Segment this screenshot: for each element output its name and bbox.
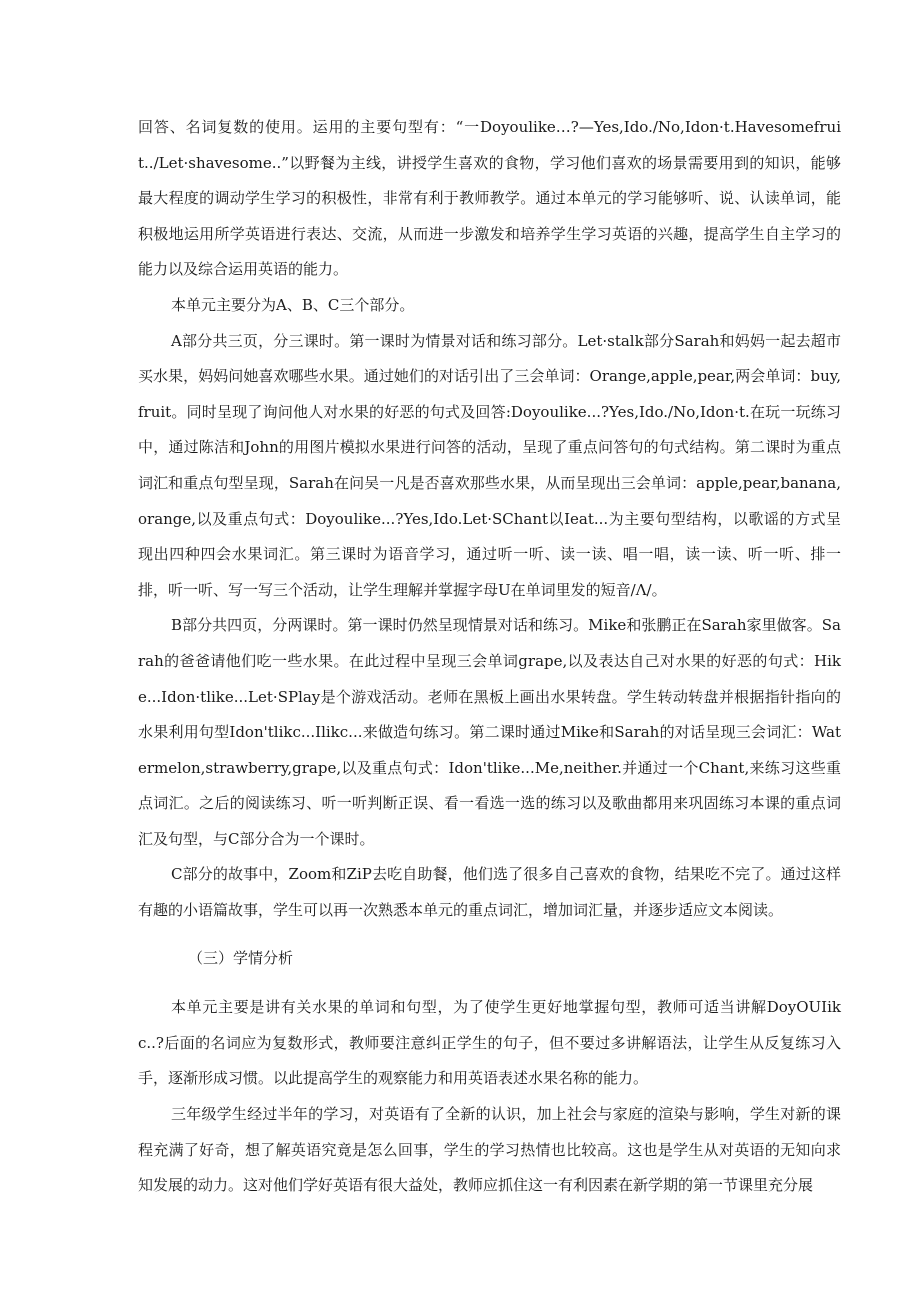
paragraph-part-b: B部分共四页，分两课时。第一课时仍然呈现情景对话和练习。Mike和张鹏正在Sarah家里做客。Sarah的爸爸请他们吃一些水果。在此过程中呈现三会单词grape,以及表达自己对水果的好恶的句式：Hike...Idon·tlike...Let·SPlay是个游戏活动。老师在黑板上画出水果转盘。学生转动转盘并根据指针指向的水果利用句型Idon'tlikc...Ilikc...来做造句练习。第二课时通过Mike和Sarah的对话呈现三会词汇：Watermelon,strawberry,grape,以及重点句式：Idon'tlike...Me,neither.并通过一个Chant,来练习这些重点词汇。之后的阅读练习、听一听判断正误、看一看选一选的练习以及歌曲都用来巩固练习本课的重点词汇及句型，与C部分合为一个课时。	[138, 616, 841, 848]
paragraph-part-a: A部分共三页，分三课时。第一课时为情景对话和练习部分。Let·stalk部分Sarah和妈妈一起去超市买水果，妈妈问她喜欢哪些水果。通过她们的对话引出了三会单词：Orange,apple,pear,两会单词：buy,fruit。同时呈现了询问他人对水果的好恶的句式及回答:Doyoulike...?Yes,Ido./No,Idon·t.在玩一玩练习中，通过陈洁和John的用图片模拟水果进行问答的活动，呈现了重点问答句的句式结构。第二课时为重点词汇和重点句型呈现，Sarah在问吴一凡是否喜欢那些水果，从而呈现出三会单词：apple,pear,banana,orange,以及重点句式：Doyoulike...?Yes,Ido.Let·SChant以Ieat...为主要句型结构，以歌谣的方式呈现出四种四会水果词汇。第三课时为语音学习，通过听一听、读一读、唱一唱，读一读、听一听、排一排，听一听、写一写三个活动，让学生理解并掌握字母U在单词里发的短音/Λ/。	[138, 331, 841, 599]
paragraph-learner-analysis-2: 三年级学生经过半年的学习，对英语有了全新的认识，加上社会与家庭的渲染与影响，学生对新的课程充满了好奇，想了解英语究竟是怎么回事，学生的学习热情也比较高。这也是学生从对英语的无知向求知发展的动力。这对他们学好英语有很大益处，教师应抓住这一有利因素在新学期的第一节课里充分展	[138, 1105, 841, 1195]
paragraph-part-c: C部分的故事中，Zoom和ZiP去吃自助餐，他们选了很多自己喜欢的食物，结果吃不完了。通过这样有趣的小语篇故事，学生可以再一次熟悉本单元的重点词汇，增加词汇量，并逐步适应文本阅读。	[138, 865, 841, 920]
document-body	[138, 110, 841, 1204]
paragraph-unit-overview: 回答、名词复数的使用。运用的主要句型有：“一Doyoulike…?—Yes,Ido./No,Idon·t.Havesomefruit../Let·shavesome..”以野餐为主线，讲授学生喜欢的食物，学习他们喜欢的场景需要用到的知识，能够最大程度的调动学生学习的积极性，非常有利于教师教学。通过本单元的学习能够听、说、认读单词，能积极地运用所学英语进行表达、交流，从而进一步激发和培养学生学习英语的兴趣，提高学生自主学习的能力以及综合运用英语的能力。	[138, 118, 841, 279]
paragraph-unit-parts: 本单元主要分为A、B、C三个部分。	[171, 295, 415, 314]
paragraph-learner-analysis-1: 本单元主要是讲有关水果的单词和句型，为了使学生更好地掌握句型，教师可适当讲解DoyOUIikc..?后面的名词应为复数形式，教师要注意纠正学生的句子，但不要过多讲解语法，让学生从反复练习入手，逐渐形成习惯。以此提高学生的观察能力和用英语表述水果名称的能力。	[138, 998, 841, 1088]
section-heading-learner-analysis: （三）学情分析	[188, 948, 294, 967]
